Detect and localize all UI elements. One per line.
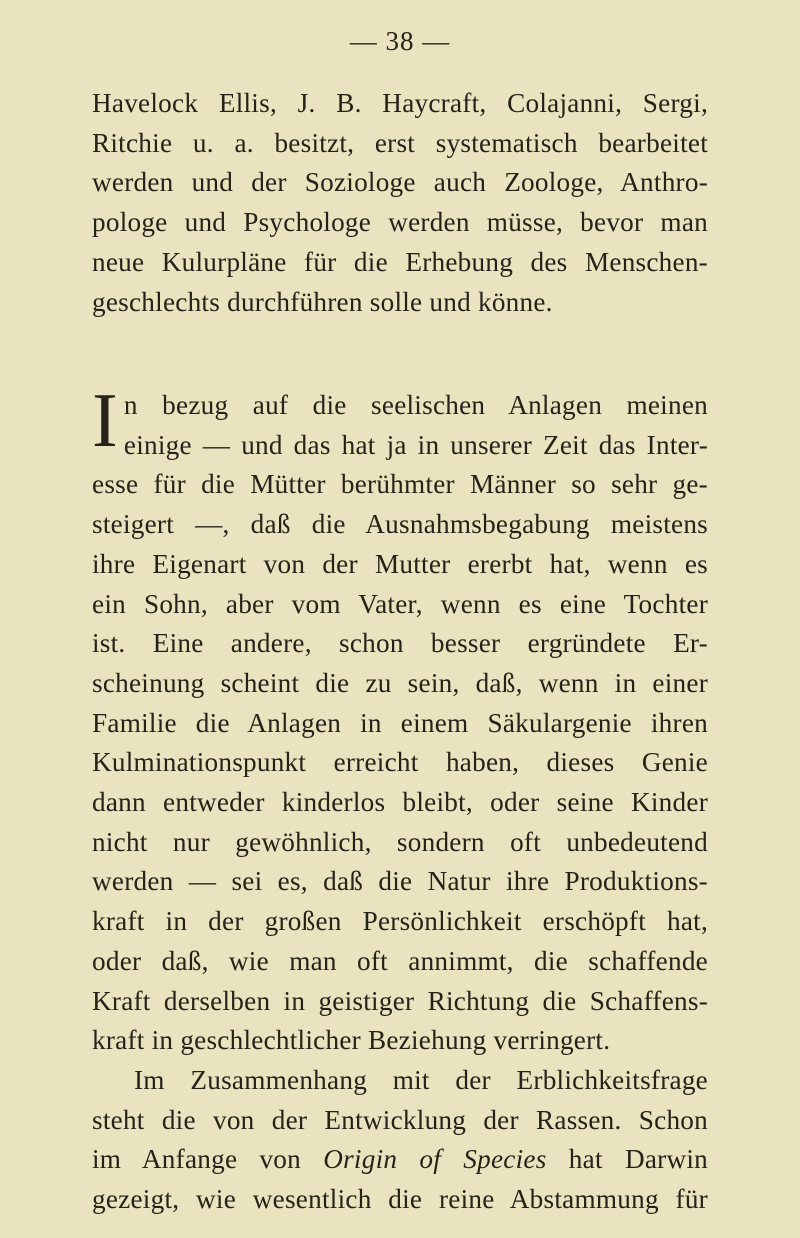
text-run: im Anfange von bbox=[92, 1144, 324, 1175]
text-run: hat Darwin bbox=[546, 1144, 708, 1175]
paragraph-3-line: gezeigt, wie wesentlich die reine Abstammung für bbox=[92, 1184, 708, 1215]
text-line: werden und der Soziologe auch Zoologe, Anthro- bbox=[92, 167, 708, 198]
text-line: Havelock Ellis, J. B. Haycraft, Colajanni, Sergi, bbox=[92, 88, 708, 118]
text-line: Familie die Anlagen in einem Säkulargenie ihren bbox=[92, 707, 708, 738]
paragraph-3-line bbox=[92, 1140, 708, 1180]
text-line: kraft in geschlechtlicher Beziehung verringert. bbox=[92, 1025, 611, 1056]
page-number: — 38 — bbox=[349, 26, 451, 56]
text-line: oder daß, wie man oft annimmt, die schaffende bbox=[92, 945, 708, 976]
paragraph-1 bbox=[92, 84, 708, 322]
text-line: Kraft derselben in geistiger Richtung die Schaffens- bbox=[92, 985, 708, 1016]
text-line: neue Kulurpläne für die Erhebung des Menschen- bbox=[92, 246, 708, 277]
drop-cap-initial: I bbox=[92, 377, 118, 463]
paragraph-3-line: Im Zusammenhang mit der Erblichkeitsfrage bbox=[134, 1064, 708, 1095]
book-title-italic: Origin of Species bbox=[323, 1144, 547, 1175]
text-line: kraft in der großen Persönlichkeit erschöpft hat, bbox=[92, 906, 708, 937]
text-line: Ritchie u. a. besitzt, erst systematisch bearbeitet bbox=[92, 127, 708, 158]
text-line: werden — sei es, daß die Natur ihre Produktions- bbox=[92, 866, 708, 897]
text-line: ihre Eigenart von der Mutter ererbt hat, wenn es bbox=[92, 548, 708, 579]
text-line: dann entweder kinderlos bleibt, oder seine Kinder bbox=[92, 787, 708, 818]
text-line: pologe und Psychologe werden müsse, bevor man bbox=[92, 207, 708, 238]
paragraph-2 bbox=[92, 377, 708, 1220]
text-line: ein Sohn, aber vom Vater, wenn es eine Tochter bbox=[92, 588, 708, 619]
text-line: n bezug auf die seelischen Anlagen meinen bbox=[123, 390, 708, 420]
text-line: scheinung scheint die zu sein, daß, wenn in einer bbox=[92, 667, 708, 698]
text-line: ist. Eine andere, schon besser ergründete Er- bbox=[92, 628, 708, 659]
text-line: steigert —, daß die Ausnahmsbegabung meistens bbox=[92, 509, 708, 540]
text-line: einige — und das hat ja in unserer Zeit das Inter- bbox=[123, 429, 708, 460]
paragraph-3-line: steht die von der Entwicklung der Rassen. Schon bbox=[92, 1104, 708, 1135]
text-line: Kulminationspunkt erreicht haben, dieses Genie bbox=[92, 747, 708, 778]
text-line: esse für die Mütter berühmter Männer so sehr ge- bbox=[92, 469, 708, 500]
text-line: nicht nur gewöhnlich, sondern oft unbedeutend bbox=[92, 826, 708, 857]
text-line: geschlechts durchführen solle und könne. bbox=[92, 286, 553, 317]
